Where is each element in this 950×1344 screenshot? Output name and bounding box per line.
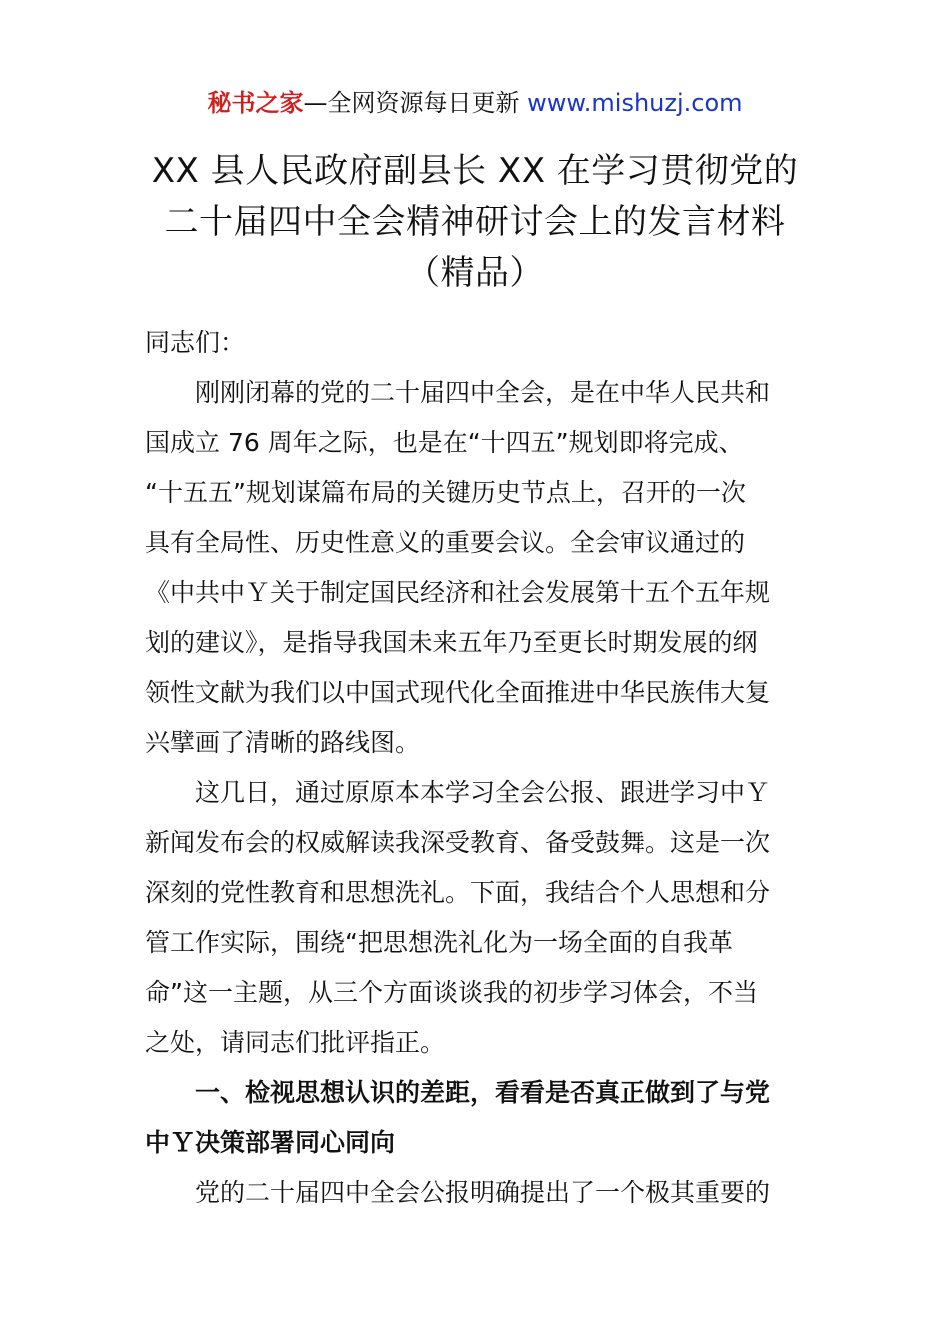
text-line: 兴擘画了清晰的路线图。 [145,728,421,757]
text-line: “十五五”规划谋篇布局的关键历史节点上，召开的一次 [145,478,746,507]
site-url-link[interactable]: www.mishuzj.com [527,89,743,117]
text-line: 之处，请同志们批评指正。 [145,1028,446,1057]
text-line: 这几日，通过原原本本学习全会公报、跟进学习中Ｙ [195,778,771,807]
text-line: 刚刚闭幕的党的二十届四中全会，是在中华人民共和 [195,378,771,407]
title-line: 二十届四中全会精神研讨会上的发言材料 [164,202,786,242]
site-brand: 秘书之家 [207,89,304,117]
paragraph-intro [145,368,810,768]
text-line: 管工作实际，围绕“把思想洗礼化为一场全面的自我革 [145,928,733,957]
title-line: （精品） [406,253,544,293]
title-line: XX 县人民政府副县长 XX 在学习贯彻党的 [151,151,799,191]
text-line: 领性文献为我们以中国式现代化全面推进中华民族伟大复 [145,678,771,707]
paragraph-study [145,768,810,1068]
site-header [0,86,950,120]
text-line: 深刻的党性教育和思想洗礼。下面，我结合个人思想和分 [145,878,771,907]
section-heading-1 [145,1068,810,1168]
heading-line: 中Ｙ决策部署同心同向 [145,1128,396,1157]
text-line: 划的建议》，是指导我国未来五年乃至更长时期发展的纲 [145,628,758,657]
salutation: 同志们： [145,328,246,357]
text-line: 命”这一主题，从三个方面谈谈我的初步学习体会，不当 [145,978,758,1007]
heading-line: 一、检视思想认识的差距，看看是否真正做到了与党 [195,1078,771,1107]
document-title [60,146,890,299]
document-body [145,318,810,1218]
paragraph-section-1 [145,1168,810,1218]
text-line: 国成立 76 周年之际，也是在“十四五”规划即将完成、 [145,428,744,457]
text-line: 《中共中Ｙ关于制定国民经济和社会发展第十五个五年规 [145,578,771,607]
header-tagline: 全网资源每日更新 [327,89,528,117]
header-separator: — [303,89,328,117]
text-line: 新闻发布会的权威解读我深受教育、备受鼓舞。这是一次 [145,828,771,857]
text-line: 具有全局性、历史性意义的重要会议。全会审议通过的 [145,528,746,557]
text-line: 党的二十届四中全会公报明确提出了一个极其重要的 [195,1178,771,1207]
